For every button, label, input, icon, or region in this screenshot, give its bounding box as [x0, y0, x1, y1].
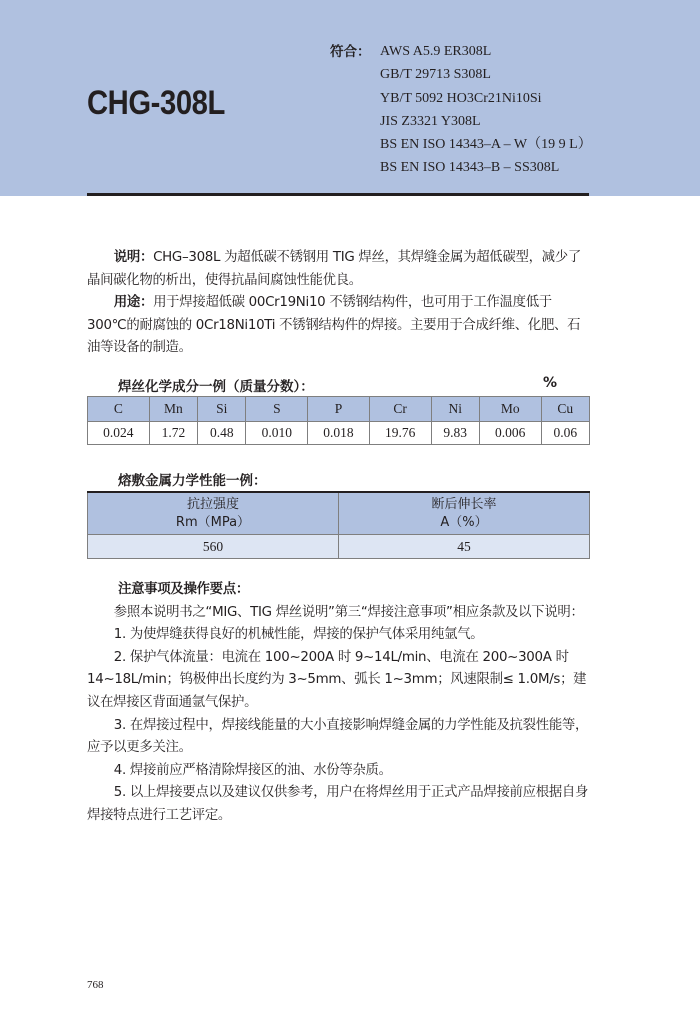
chemistry-header-cell: Ni — [431, 397, 479, 422]
chemistry-value-row — [88, 422, 590, 445]
elongation-label: 断后伸长率 — [431, 496, 497, 512]
description-paragraph — [87, 247, 590, 292]
standard-item: BS EN ISO 14343–B – SS308L — [380, 160, 560, 176]
chemistry-value-cell: 0.018 — [308, 422, 370, 445]
note-item: 4. 焊接前应严格清除焊接区的油、水份等杂质。 — [113, 762, 392, 778]
note-item: 1. 为使焊缝获得良好的机械性能，焊接的保护气体采用纯氩气。 — [113, 627, 484, 643]
description-section — [87, 247, 590, 360]
usage-label: 用途： — [113, 295, 154, 311]
notes-section — [87, 579, 590, 828]
tensile-strength-value: 560 — [88, 535, 339, 559]
chemistry-header-cell: Si — [198, 397, 246, 422]
standard-item: JIS Z3321 Y308L — [380, 113, 481, 129]
chemistry-unit: % — [543, 375, 558, 391]
tensile-strength-header — [88, 492, 339, 535]
chemistry-value-cell: 0.010 — [246, 422, 308, 445]
usage-text: 用于焊接超低碳 00Cr19Ni10 不锈钢结构件，也可用于工作温度低于 300℃的耐腐蚀的 0Cr18Ni10Ti 不锈钢结构件的焊接。主要用于合成纤维、化肥、石油等设备的制造。 — [87, 295, 581, 356]
usage-paragraph — [87, 292, 590, 360]
elongation-header — [339, 492, 590, 535]
standards-label: 符合： — [330, 44, 371, 60]
chemistry-value-cell: 0.06 — [541, 422, 589, 445]
standards-list — [380, 40, 592, 180]
elongation-value: 45 — [339, 535, 590, 559]
chemistry-value-cell: 0.48 — [198, 422, 246, 445]
chemistry-header-row — [88, 397, 590, 422]
description-text: CHG–308L 为超低碳不锈钢用 TIG 焊丝，其焊缝金属为超低碳型，减少了晶间碳化物的析出，使得抗晶间腐蚀性能优良。 — [87, 250, 581, 288]
notes-intro: 参照本说明书之“MIG、TIG 焊丝说明”第三“焊接注意事项”相应条款及以下说明： — [113, 604, 584, 620]
standard-item: YB/T 5092 HO3Cr21Ni10Si — [380, 90, 542, 106]
chemistry-header-cell: Cu — [541, 397, 589, 422]
standard-item: BS EN ISO 14343–A – W（19 9 L） — [380, 137, 592, 153]
standard-item: AWS A5.9 ER308L — [380, 44, 492, 59]
mechanical-table — [87, 491, 590, 559]
product-model-title: CHG-308L — [87, 84, 225, 122]
note-item: 3. 在焊接过程中，焊接线能量的大小直接影响焊缝金属的力学性能及抗裂性能等，应予以更多关注。 — [87, 717, 589, 756]
notes-title: 注意事项及操作要点： — [118, 582, 249, 597]
mechanical-title: 熔敷金属力学性能一例： — [118, 473, 267, 489]
chemistry-header-cell: Mn — [149, 397, 197, 422]
page-number: 768 — [87, 979, 104, 991]
note-item: 2. 保护气体流量：电流在 100~200A 时 9~14L/min、电流在 200~300A 时 14~18L/min；钨极伸出长度约为 3~5mm、弧长 1~3mm；风速限制≤ 1.0M/s；建议在焊接区背面通氩气保护。 — [87, 649, 587, 710]
chemistry-header-cell: S — [246, 397, 308, 422]
chemistry-title: 焊丝化学成分一例（质量分数）： — [118, 379, 314, 395]
chemistry-value-cell: 1.72 — [149, 422, 197, 445]
mechanical-value-row — [88, 535, 590, 559]
chemistry-header-cell: Cr — [369, 397, 431, 422]
elongation-unit: A（%） — [440, 514, 488, 530]
chemistry-table — [87, 396, 590, 445]
chemistry-value-cell: 0.006 — [479, 422, 541, 445]
note-item: 5. 以上焊接要点以及建议仅供参考，用户在将焊丝用于正式产品焊接前应根据自身焊接特点进行工艺评定。 — [87, 785, 589, 823]
mechanical-header-row — [88, 492, 590, 535]
description-label: 说明： — [113, 250, 154, 265]
chemistry-value-cell: 19.76 — [369, 422, 431, 445]
chemistry-value-cell: 0.024 — [88, 422, 150, 445]
header-divider — [87, 193, 589, 196]
chemistry-header-cell: P — [308, 397, 370, 422]
chemistry-header-cell: Mo — [479, 397, 541, 422]
tensile-strength-unit: Rm（MPa） — [175, 514, 251, 530]
tensile-strength-label: 抗拉强度 — [186, 496, 239, 512]
chemistry-header-cell: C — [88, 397, 150, 422]
chemistry-value-cell: 9.83 — [431, 422, 479, 445]
standard-item: GB/T 29713 S308L — [380, 67, 491, 83]
